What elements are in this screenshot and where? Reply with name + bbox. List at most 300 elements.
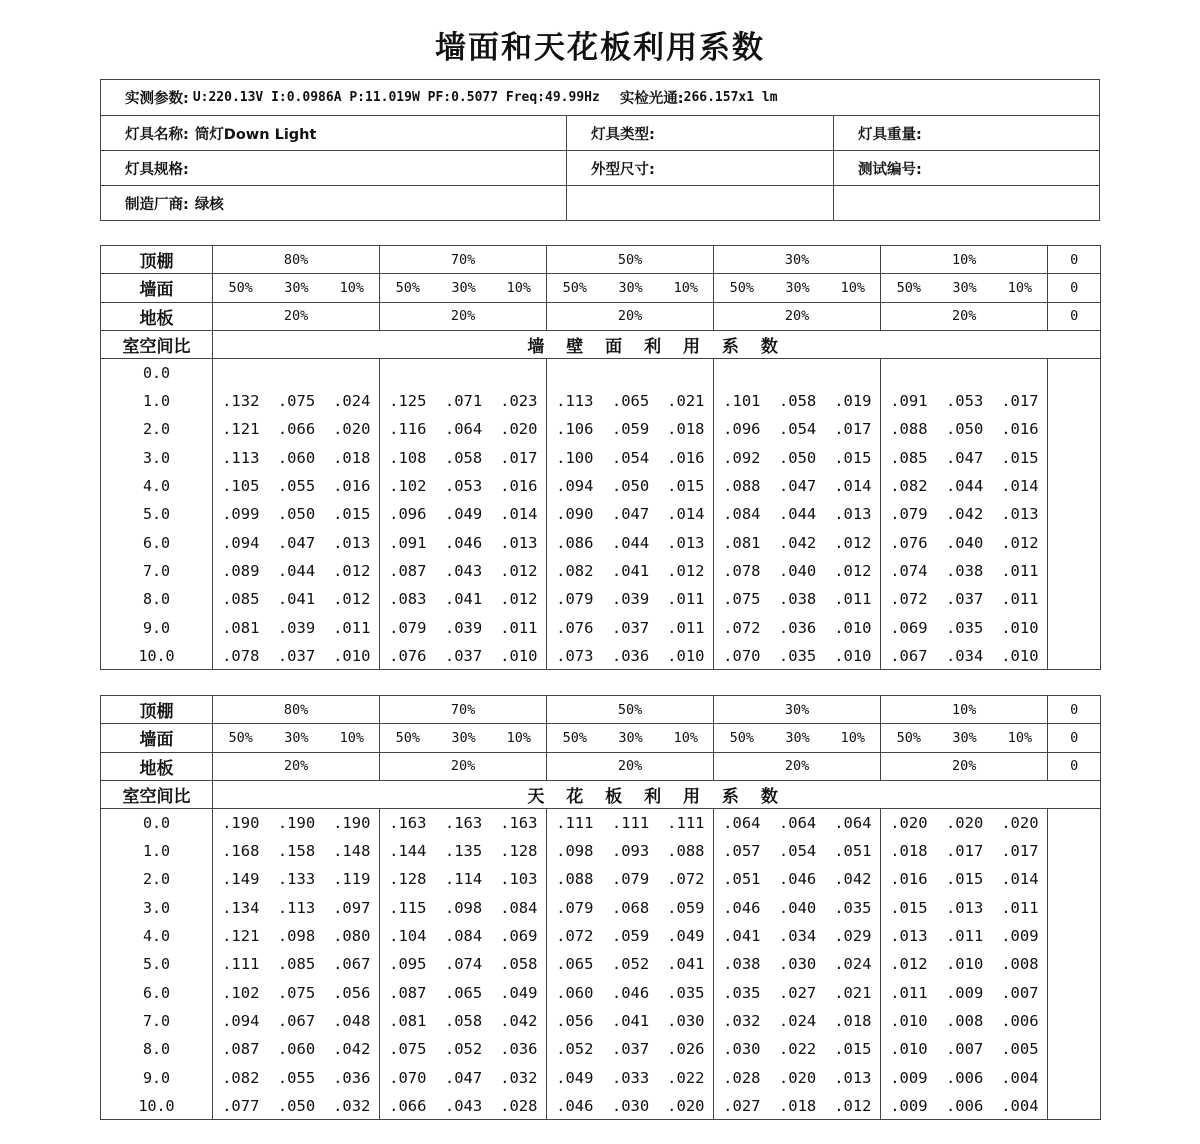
cu-value: .016 — [333, 477, 371, 496]
wall-reflectance-value: 50% — [714, 724, 770, 752]
cu-value: .043 — [444, 561, 483, 580]
cu-value: .095 — [380, 950, 436, 978]
wall-reflectance-value: 50% — [881, 724, 937, 752]
cu-value: .113 — [213, 444, 269, 472]
cu-value: .017 — [1001, 842, 1039, 861]
cu-value — [492, 359, 547, 387]
cu-value: .144 — [380, 837, 436, 865]
cu-value — [1048, 837, 1101, 865]
wall-reflectance-value: 30% — [937, 274, 993, 302]
cu-value: .016 — [881, 865, 937, 893]
cu-value: .078 — [213, 642, 269, 670]
wall-reflectance-value: 50% — [881, 274, 937, 302]
cu-value: .079 — [380, 613, 436, 641]
rcr-value: 10.0 — [101, 1092, 213, 1120]
floor-label: 地板 — [101, 752, 213, 780]
cu-value: .020 — [778, 1068, 817, 1087]
rcr-value: 8.0 — [101, 585, 213, 613]
cu-value: .082 — [213, 1063, 269, 1091]
rcr-value: 5.0 — [101, 950, 213, 978]
wall-reflectance-value: 0 — [1048, 724, 1101, 752]
cu-value: .008 — [1001, 955, 1039, 974]
cu-value: .014 — [1001, 477, 1039, 496]
rcr-value: 3.0 — [101, 894, 213, 922]
cu-value: .111 — [547, 809, 603, 837]
cu-value: .054 — [611, 448, 650, 467]
cu-value: .047 — [277, 533, 316, 552]
cu-value: .064 — [714, 809, 770, 837]
ceiling-label: 顶棚 — [101, 246, 213, 274]
cu-value: .007 — [1001, 983, 1039, 1002]
cu-value — [770, 359, 826, 387]
cu-value: .085 — [881, 444, 937, 472]
cu-value: .070 — [714, 642, 770, 670]
cu-value: .035 — [834, 898, 872, 917]
wall-reflectance-value: 30% — [436, 724, 492, 752]
cu-value: .039 — [444, 618, 483, 637]
cu-value: .040 — [778, 898, 817, 917]
cu-value: .064 — [778, 814, 817, 833]
cu-value: .014 — [500, 505, 538, 524]
cu-value: .020 — [500, 420, 538, 439]
measured-params-value: U:220.13V I:0.0986A P:11.019W PF:0.5077 Freq:49.99Hz — [192, 90, 600, 105]
cu-value: .087 — [213, 1035, 269, 1063]
cu-value: .052 — [611, 955, 650, 974]
cu-value: .024 — [834, 955, 872, 974]
cu-value: .060 — [277, 448, 316, 467]
size-label: 外型尺寸: — [591, 161, 655, 178]
data-row — [101, 1063, 1101, 1091]
cu-value — [1048, 1092, 1101, 1120]
data-row — [101, 500, 1101, 528]
cu-value: .076 — [881, 528, 937, 556]
cu-value: .075 — [277, 392, 316, 411]
lamp-type-label: 灯具类型: — [591, 126, 655, 143]
wall-reflectance-value: 10% — [492, 274, 547, 302]
data-row — [101, 950, 1101, 978]
floor-reflectance-value: 20% — [380, 752, 547, 780]
cu-value: .128 — [380, 865, 436, 893]
cu-value: .106 — [547, 415, 603, 443]
data-row — [101, 1035, 1101, 1063]
ceiling-reflectance-value: 70% — [380, 696, 547, 724]
cu-value: .065 — [444, 983, 483, 1002]
data-row — [101, 415, 1101, 443]
cu-value: .016 — [500, 477, 538, 496]
wall-reflectance-value: 50% — [213, 274, 269, 302]
cu-value: .083 — [380, 585, 436, 613]
cu-value: .014 — [1001, 870, 1039, 889]
cu-value: .058 — [444, 448, 483, 467]
cu-value: .060 — [277, 1040, 316, 1059]
wall-reflectance-value: 10% — [659, 274, 714, 302]
wall-reflectance-value: 50% — [547, 274, 603, 302]
floor-reflectance-value: 0 — [1048, 752, 1101, 780]
cu-value: .037 — [436, 642, 492, 670]
data-row — [101, 387, 1101, 415]
room-cavity-ratio-label: 室空间比 — [101, 780, 213, 808]
cu-value — [436, 359, 492, 387]
rcr-value: 1.0 — [101, 837, 213, 865]
cu-value: .044 — [945, 477, 984, 496]
cu-value: .013 — [881, 922, 937, 950]
ceiling-reflectance-value: 50% — [547, 246, 714, 274]
cu-value: .056 — [333, 983, 371, 1002]
cu-value: .015 — [834, 1040, 872, 1059]
cu-value: .032 — [325, 1092, 380, 1120]
rcr-value: 6.0 — [101, 528, 213, 556]
cu-value: .020 — [945, 814, 984, 833]
cu-value: .190 — [213, 809, 269, 837]
wall-reflectance-value: 10% — [325, 274, 380, 302]
cu-value: .050 — [277, 505, 316, 524]
ceiling-reflectance-value: 0 — [1048, 696, 1101, 724]
cu-value: .037 — [611, 618, 650, 637]
cu-value: .040 — [778, 561, 817, 580]
cu-value — [547, 359, 603, 387]
cu-value: .051 — [834, 842, 872, 861]
cu-value: .047 — [945, 448, 984, 467]
cu-value: .024 — [333, 392, 371, 411]
cu-value — [1048, 472, 1101, 500]
cu-value: .020 — [333, 420, 371, 439]
cu-value: .086 — [547, 528, 603, 556]
cu-value: .068 — [611, 898, 650, 917]
cu-value: .087 — [380, 557, 436, 585]
cu-value: .030 — [603, 1092, 659, 1120]
cu-value: .050 — [778, 448, 817, 467]
cu-value: .028 — [714, 1063, 770, 1091]
wall-reflectance-value: 30% — [770, 274, 826, 302]
rcr-value: 7.0 — [101, 1007, 213, 1035]
wall-reflectance-value: 30% — [770, 724, 826, 752]
cu-value — [1048, 444, 1101, 472]
cu-value: .084 — [444, 927, 483, 946]
cu-value: .076 — [547, 613, 603, 641]
cu-value: .032 — [500, 1068, 538, 1087]
ceiling-row — [101, 696, 1101, 724]
cu-value: .041 — [611, 561, 650, 580]
cu-value: .064 — [444, 420, 483, 439]
ceiling-reflectance-value: 70% — [380, 246, 547, 274]
floor-reflectance-value: 20% — [714, 752, 881, 780]
cu-value: .121 — [213, 922, 269, 950]
cu-value: .158 — [277, 842, 316, 861]
cu-value — [937, 359, 993, 387]
cu-value: .064 — [834, 814, 872, 833]
cu-value: .036 — [500, 1040, 538, 1059]
cu-value: .042 — [333, 1040, 371, 1059]
cu-value: .098 — [444, 898, 483, 917]
cu-value: .030 — [667, 1011, 705, 1030]
cu-value: .085 — [277, 955, 316, 974]
cu-value — [1048, 894, 1101, 922]
cu-value: .134 — [213, 894, 269, 922]
wall-reflectance-value: 10% — [492, 724, 547, 752]
cu-value: .018 — [881, 837, 937, 865]
rcr-value: 1.0 — [101, 387, 213, 415]
cu-value: .018 — [834, 1011, 872, 1030]
lamp-spec-label: 灯具规格: — [125, 161, 189, 178]
lamp-name-label: 灯具名称: — [125, 126, 189, 143]
cu-value: .078 — [714, 557, 770, 585]
data-row — [101, 557, 1101, 585]
cu-value: .052 — [444, 1040, 483, 1059]
data-row — [101, 894, 1101, 922]
cu-value: .006 — [945, 1068, 984, 1087]
data-row — [101, 1092, 1101, 1120]
info-row-measured — [101, 80, 1099, 115]
wall-row — [101, 274, 1101, 302]
cu-value: .041 — [277, 590, 316, 609]
cu-value: .019 — [834, 392, 872, 411]
data-row — [101, 922, 1101, 950]
cu-value: .075 — [380, 1035, 436, 1063]
cu-value: .096 — [714, 415, 770, 443]
cu-value: .022 — [778, 1040, 817, 1059]
page-title: 墙面和天花板利用系数 — [435, 30, 765, 66]
cu-value: .037 — [945, 590, 984, 609]
cu-value: .015 — [667, 477, 705, 496]
cu-value: .089 — [213, 557, 269, 585]
cu-value: .053 — [444, 477, 483, 496]
cu-value — [881, 359, 937, 387]
cu-value: .081 — [714, 528, 770, 556]
cu-value: .190 — [277, 814, 316, 833]
cu-value — [325, 359, 380, 387]
cu-value: .012 — [881, 950, 937, 978]
rcr-value: 0.0 — [101, 359, 213, 387]
floor-reflectance-value: 20% — [881, 752, 1048, 780]
data-row — [101, 865, 1101, 893]
cu-value: .011 — [945, 927, 984, 946]
cu-value: .049 — [547, 1063, 603, 1091]
cu-value: .097 — [333, 898, 371, 917]
cu-value: .094 — [547, 472, 603, 500]
cu-value: .098 — [547, 837, 603, 865]
wall-reflectance-value: 10% — [325, 724, 380, 752]
cu-value: .088 — [547, 865, 603, 893]
cu-value — [1048, 359, 1101, 387]
cu-value: .087 — [380, 978, 436, 1006]
cu-value: .085 — [213, 585, 269, 613]
cu-value: .012 — [500, 561, 538, 580]
cu-value: .012 — [1001, 533, 1039, 552]
cu-value: .088 — [667, 842, 705, 861]
cu-value: .035 — [945, 618, 984, 637]
cu-value — [1048, 585, 1101, 613]
data-row — [101, 978, 1101, 1006]
cu-value: .011 — [500, 618, 538, 637]
cu-value: .163 — [500, 814, 538, 833]
cu-value: .125 — [380, 387, 436, 415]
cu-value: .043 — [436, 1092, 492, 1120]
cu-value: .022 — [667, 1068, 705, 1087]
cu-value: .049 — [444, 505, 483, 524]
cu-value: .037 — [611, 1040, 650, 1059]
cu-value: .102 — [380, 472, 436, 500]
data-row — [101, 359, 1101, 387]
cu-value: .012 — [834, 561, 872, 580]
cu-value — [1048, 613, 1101, 641]
data-row — [101, 613, 1101, 641]
cu-value: .121 — [213, 415, 269, 443]
cu-value — [1048, 642, 1101, 670]
cu-value: .084 — [714, 500, 770, 528]
cu-value: .018 — [667, 420, 705, 439]
ceiling-reflectance-value: 50% — [547, 696, 714, 724]
cu-value: .018 — [333, 448, 371, 467]
cu-value: .168 — [213, 837, 269, 865]
cu-value: .058 — [444, 1011, 483, 1030]
info-row-2 — [101, 115, 1099, 150]
wall-reflectance-value: 10% — [826, 724, 881, 752]
cu-value: .038 — [778, 590, 817, 609]
cu-value — [1048, 922, 1101, 950]
cu-value: .055 — [277, 1068, 316, 1087]
cu-value: .058 — [500, 955, 538, 974]
cu-value: .037 — [269, 642, 325, 670]
cu-value — [1048, 557, 1101, 585]
info-row-4 — [101, 185, 1099, 220]
cu-value: .079 — [881, 500, 937, 528]
floor-label: 地板 — [101, 302, 213, 330]
cu-value — [1048, 528, 1101, 556]
cu-value: .015 — [881, 894, 937, 922]
wall-reflectance-value: 30% — [269, 274, 325, 302]
cu-value: .023 — [500, 392, 538, 411]
cu-value: .069 — [881, 613, 937, 641]
wall-reflectance-value: 50% — [213, 724, 269, 752]
rcr-value: 4.0 — [101, 472, 213, 500]
cu-value: .111 — [667, 814, 705, 833]
cu-value: .065 — [547, 950, 603, 978]
cu-value: .038 — [714, 950, 770, 978]
cu-value — [1048, 387, 1101, 415]
cu-value: .103 — [500, 870, 538, 889]
cu-value: .024 — [778, 1011, 817, 1030]
cu-value: .116 — [380, 415, 436, 443]
cu-value: .084 — [500, 898, 538, 917]
cu-value: .075 — [277, 983, 316, 1002]
cu-value: .010 — [1001, 618, 1039, 637]
cu-value: .046 — [714, 894, 770, 922]
cu-value: .111 — [213, 950, 269, 978]
floor-reflectance-value: 20% — [213, 752, 380, 780]
cu-value: .079 — [611, 870, 650, 889]
cu-value — [1048, 950, 1101, 978]
cu-value: .034 — [937, 642, 993, 670]
cu-value — [269, 359, 325, 387]
cu-value — [380, 359, 436, 387]
cu-value: .041 — [444, 590, 483, 609]
cu-value: .080 — [333, 927, 371, 946]
wall-label: 墙面 — [101, 724, 213, 752]
rcr-value: 8.0 — [101, 1035, 213, 1063]
cu-value: .011 — [333, 618, 371, 637]
cu-value: .115 — [380, 894, 436, 922]
cu-value: .015 — [1001, 448, 1039, 467]
cu-value: .098 — [277, 927, 316, 946]
cu-value: .046 — [611, 983, 650, 1002]
cu-value: .104 — [380, 922, 436, 950]
room-cavity-ratio-label: 室空间比 — [101, 330, 213, 358]
cu-value — [1048, 809, 1101, 837]
cu-value — [1048, 1035, 1101, 1063]
cu-value: .096 — [380, 500, 436, 528]
ceiling-reflectance-value: 80% — [213, 246, 380, 274]
cu-value: .114 — [444, 870, 483, 889]
cu-value: .035 — [770, 642, 826, 670]
info-row-3 — [101, 150, 1099, 185]
cu-value: .013 — [667, 533, 705, 552]
cu-value: .008 — [945, 1011, 984, 1030]
cu-value: .018 — [770, 1092, 826, 1120]
cu-value: .047 — [444, 1068, 483, 1087]
cu-value — [1048, 978, 1101, 1006]
cu-value: .105 — [213, 472, 269, 500]
cu-value: .072 — [547, 922, 603, 950]
rcr-value: 6.0 — [101, 978, 213, 1006]
cu-value: .047 — [611, 505, 650, 524]
cu-value: .044 — [778, 505, 817, 524]
wall-cu-table — [100, 245, 1101, 670]
test-number-label: 测试编号: — [858, 161, 922, 178]
rcr-value: 2.0 — [101, 415, 213, 443]
rcr-value: 7.0 — [101, 557, 213, 585]
cu-value: .030 — [714, 1035, 770, 1063]
cu-value — [1048, 1063, 1101, 1091]
cu-value: .026 — [667, 1040, 705, 1059]
cu-value: .038 — [945, 561, 984, 580]
cu-value: .055 — [277, 477, 316, 496]
cu-value: .017 — [500, 448, 538, 467]
cu-value: .013 — [834, 1068, 872, 1087]
cu-value: .108 — [380, 444, 436, 472]
cu-value: .088 — [881, 415, 937, 443]
cu-value: .132 — [213, 387, 269, 415]
wall-reflectance-value: 50% — [380, 274, 436, 302]
ceiling-reflectance-value: 30% — [714, 696, 881, 724]
cu-value: .100 — [547, 444, 603, 472]
cu-value: .093 — [611, 842, 650, 861]
cu-value: .012 — [826, 1092, 881, 1120]
cu-value: .072 — [881, 585, 937, 613]
cu-value: .058 — [778, 392, 817, 411]
cu-value: .010 — [881, 1035, 937, 1063]
rcr-value: 10.0 — [101, 642, 213, 670]
cu-value — [1048, 500, 1101, 528]
ceiling-cu-table — [100, 695, 1101, 1120]
cu-value: .059 — [667, 898, 705, 917]
cu-value: .033 — [611, 1068, 650, 1087]
cu-value: .035 — [667, 983, 705, 1002]
cu-value — [826, 359, 881, 387]
cu-value: .004 — [1001, 1068, 1039, 1087]
cu-value: .027 — [778, 983, 817, 1002]
ceiling-reflectance-value: 30% — [714, 246, 881, 274]
cu-value: .075 — [714, 585, 770, 613]
data-row — [101, 585, 1101, 613]
cu-value: .071 — [444, 392, 483, 411]
rcr-value: 4.0 — [101, 922, 213, 950]
floor-row — [101, 752, 1101, 780]
cu-value: .042 — [945, 505, 984, 524]
cu-value: .039 — [611, 590, 650, 609]
cu-value: .050 — [945, 420, 984, 439]
cu-value: .010 — [881, 1007, 937, 1035]
cu-value: .059 — [611, 927, 650, 946]
